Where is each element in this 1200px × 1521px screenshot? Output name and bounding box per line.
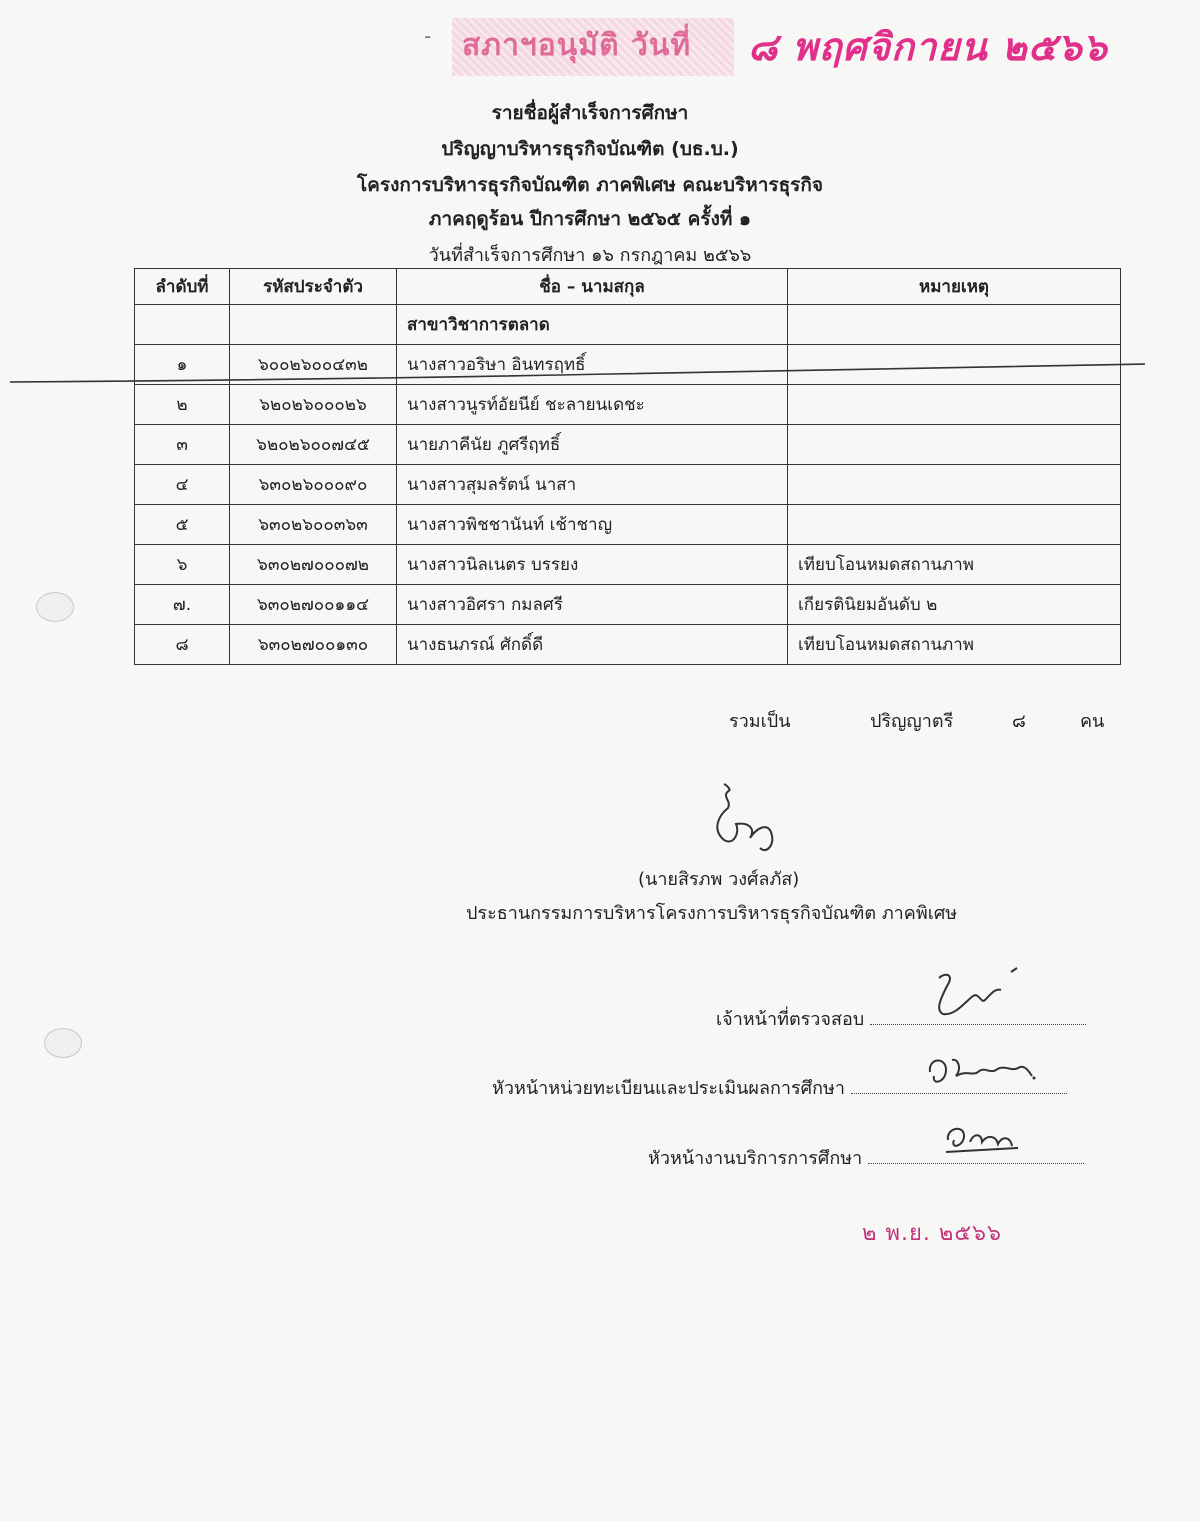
table-row: [135, 625, 1121, 665]
row-number: ๕: [135, 505, 230, 545]
title-program: โครงการบริหารธุรกิจบัณฑิต ภาคพิเศษ คณะบริหารธุรกิจ: [356, 174, 824, 196]
table-row: [135, 425, 1121, 465]
student-id: ๖๒๐๒๖๐๐๗๔๕: [230, 425, 397, 465]
table-cell: [230, 305, 397, 345]
handwritten-approval-date: ๘ พฤศจิกายน ๒๕๖๖: [748, 25, 1108, 69]
column-header-number: ลำดับที่: [135, 269, 230, 305]
total-unit: คน: [1080, 711, 1105, 732]
chairman-signature: [700, 782, 790, 862]
remark: [788, 465, 1121, 505]
major-row: [135, 305, 1121, 345]
table-header-row: [135, 269, 1121, 305]
remark: [788, 505, 1121, 545]
title-semester: ภาคฤดูร้อน ปีการศึกษา ๒๕๖๕ ครั้งที่ ๑: [428, 208, 752, 230]
row-number: ๘: [135, 625, 230, 665]
officer-signature: [925, 966, 1035, 1026]
total-label: รวมเป็น: [729, 711, 791, 732]
remark: [788, 385, 1121, 425]
received-date-stamp: ๒ พ.ย. ๒๕๖๖: [862, 1221, 1002, 1246]
binder-hole: [36, 592, 74, 622]
approval-stamp-label: สภาฯอนุมัติ วันที่: [462, 28, 692, 63]
signatory-name: (นายสิรภพ วงศ์ลภัส): [638, 869, 800, 890]
graduates-table: [134, 268, 1121, 665]
student-id: ๖๓๐๒๗๐๐๐๗๒: [230, 545, 397, 585]
total-count: ๘: [1012, 711, 1026, 732]
service-check-label: หัวหน้างานบริการการศึกษา: [648, 1148, 863, 1169]
major-name: สาขาวิชาการตลาด: [397, 305, 788, 345]
table-row: [135, 465, 1121, 505]
row-number: ๑: [135, 345, 230, 385]
table-cell: [788, 305, 1121, 345]
student-name: นางธนภรณ์ ศักดิ์ดี: [397, 625, 788, 665]
table-row: [135, 385, 1121, 425]
registrar-check-label: หัวหน้าหน่วยทะเบียนและประเมินผลการศึกษา: [492, 1078, 845, 1099]
student-name: นางสาวอิศรา กมลศรี: [397, 585, 788, 625]
registrar-signature: [922, 1046, 1042, 1094]
student-id: ๖๓๐๒๗๐๐๑๑๔: [230, 585, 397, 625]
student-id: ๖๓๐๒๖๐๐๓๖๓: [230, 505, 397, 545]
column-header-remarks: หมายเหตุ: [788, 269, 1121, 305]
service-signature: [938, 1112, 1028, 1156]
row-number: ๓: [135, 425, 230, 465]
student-name: นางสาวพิชชานันท์ เช้าชาญ: [397, 505, 788, 545]
student-name: นายภาคีนัย ภูศรีฤทธิ์: [397, 425, 788, 465]
table-cell: [135, 305, 230, 345]
remark: เทียบโอนหมดสถานภาพ: [788, 625, 1121, 665]
row-number: ๗.: [135, 585, 230, 625]
dash-mark: -: [424, 24, 432, 48]
student-name: นางสาวนูรท์อัยนีย์ ชะลายนเดชะ: [397, 385, 788, 425]
title-graduation-date: วันที่สำเร็จการศึกษา ๑๖ กรกฎาคม ๒๕๖๖: [428, 245, 752, 266]
column-header-student-id: รหัสประจำตัว: [230, 269, 397, 305]
student-name: นางสาวนิลเนตร บรรยง: [397, 545, 788, 585]
student-id: ๖๓๐๒๗๐๐๑๓๐: [230, 625, 397, 665]
signatory-title: ประธานกรรมการบริหารโครงการบริหารธุรกิจบัณฑิต ภาคพิเศษ: [466, 903, 958, 924]
remark: [788, 425, 1121, 465]
student-id: ๖๓๐๒๖๐๐๐๙๐: [230, 465, 397, 505]
total-degree: ปริญญาตรี: [870, 711, 954, 732]
remark: เทียบโอนหมดสถานภาพ: [788, 545, 1121, 585]
row-number: ๒: [135, 385, 230, 425]
student-name: นางสาวสุมลรัตน์ นาสา: [397, 465, 788, 505]
title-degree: ปริญญาบริหารธุรกิจบัณฑิต (บธ.บ.): [441, 138, 739, 160]
title-graduates-list: รายชื่อผู้สำเร็จการศึกษา: [491, 102, 689, 124]
student-name: นางสาวอริษา อินทรฤทธิ์: [397, 345, 788, 385]
column-header-name: ชื่อ – นามสกุล: [397, 269, 788, 305]
row-number: ๖: [135, 545, 230, 585]
table-row: [135, 545, 1121, 585]
remark: เกียรตินิยมอันดับ ๒: [788, 585, 1121, 625]
binder-hole: [44, 1028, 82, 1058]
officer-check-label: เจ้าหน้าที่ตรวจสอบ: [716, 1009, 865, 1030]
table-row: [135, 505, 1121, 545]
student-id: ๖๒๐๒๖๐๐๐๒๖: [230, 385, 397, 425]
row-number: ๔: [135, 465, 230, 505]
strikethrough-line: [10, 362, 1145, 384]
table-row: [135, 585, 1121, 625]
signature-line: [868, 1163, 1084, 1164]
student-id: ๖๐๐๒๖๐๐๔๓๒: [230, 345, 397, 385]
